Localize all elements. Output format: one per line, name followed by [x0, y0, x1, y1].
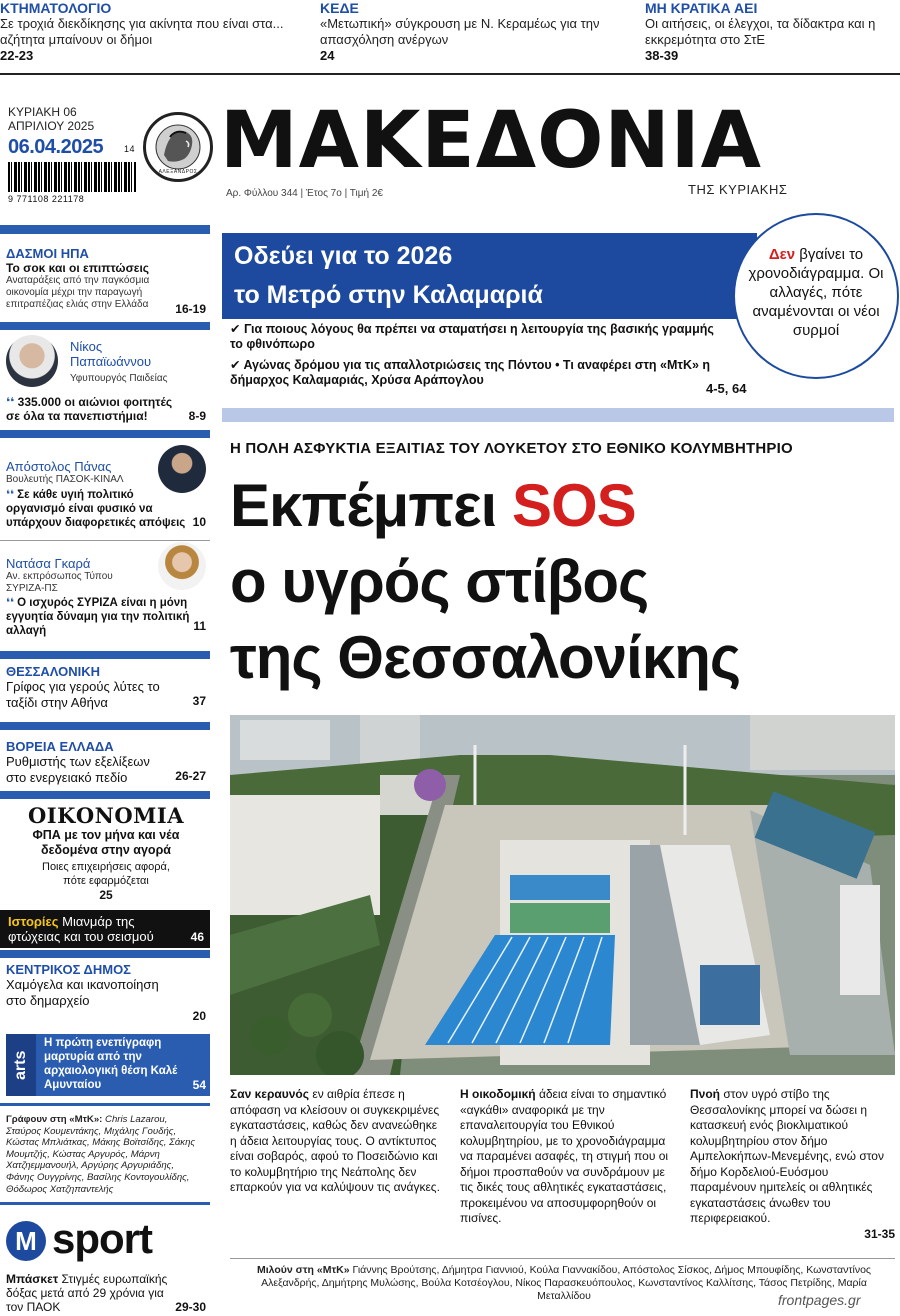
sidebar-item-voreia-ellada[interactable]	[6, 739, 206, 786]
column-lead: Η οικοδομική	[460, 1087, 536, 1101]
teaser-title: ΜΗ ΚΡΑΤΙΚΑ ΑΕΙ	[645, 0, 758, 16]
sidebar-item-istories[interactable]	[0, 910, 210, 948]
metro-callout-circle	[733, 213, 899, 379]
avatar	[158, 542, 206, 590]
teaser-text: «Μετωπική» σύγκρουση με Ν. Κεραμέως για την απασχόληση ανέργων	[320, 16, 600, 47]
metro-pages: 4-5, 64	[706, 381, 747, 396]
article-column-2	[460, 1087, 672, 1227]
sport-m-icon: M	[6, 1221, 46, 1261]
masthead-subtitle: ΤΗΣ ΚΥΡΙΑΚΗΣ	[688, 182, 788, 197]
divider	[0, 950, 210, 958]
writers-list: Chris Lazarou, Σταύρος Κουμεντάκης, Μιχάλης Γουδής, Κώστας Μπλιάτκας, Μάκης Βοϊτσίδης, Σάκης Μουμτζής, Κώστας Αργυρός, Μάρνη Χατζηεμμανουήλ, Αργύρης Αργυριάδης, Φάνης Ουγγρίνης, Βασίλης Κοντογουλίδης, Θόδωρος Χατζηπαντελής	[6, 1114, 196, 1195]
sidebar-pages: 46	[190, 930, 204, 944]
teaser-title: ΚΕΔΕ	[320, 0, 359, 16]
alexander-coin-logo	[143, 112, 213, 182]
sidebar-item-arts[interactable]	[6, 1034, 210, 1096]
article-column-3	[690, 1087, 895, 1242]
divider	[222, 408, 894, 422]
divider	[0, 225, 210, 234]
person-name: Νατάσα Γκαρά	[6, 556, 91, 571]
headline-part3: της Θεσσαλονίκης	[230, 624, 741, 691]
column-lead: Πνοή	[690, 1087, 720, 1101]
sport-logo[interactable]	[6, 1215, 210, 1265]
headline-part2: ο υγρός στίβος	[230, 548, 649, 615]
sidebar-pages: 54	[192, 1078, 206, 1092]
sidebar-pages: 26-27	[175, 769, 206, 783]
column-lead: Σαν κεραυνός	[230, 1087, 310, 1101]
sidebar-text: Μιανμάρ της φτώχειας και του σεισμού	[8, 914, 154, 944]
quote-body: 335.000 οι αιώνιοι φοιτητές σε όλα τα πανεπιστήμια!	[6, 395, 173, 423]
sidebar-heading: ΔΑΣΜΟΙ ΗΠΑ	[6, 246, 89, 261]
pool-aerial-photo	[230, 715, 895, 1075]
person-role: Υφυπουργός Παιδείας	[70, 373, 168, 384]
sidebar-pages: 16-19	[175, 302, 206, 316]
issue-date-numeric: 06.04.2025	[8, 136, 104, 158]
teaser-title: ΚΤΗΜΑΤΟΛΟΓΙΟ	[0, 0, 112, 16]
sidebar-subheading: Το σοκ και οι επιπτώσεις	[6, 261, 150, 275]
teaser-pages: 38-39	[645, 48, 679, 63]
sidebar-pages: 10	[192, 515, 206, 529]
metro-bullet: ✔ Αγώνας δρόμου για τις απαλλοτριώσεις της Πόντου • Τι αναφέρει στη «ΜτΚ» η δήμαρχος Καλαμαριάς, Χρύσα Αράπογλου	[230, 358, 711, 387]
sidebar-item-oikonomia[interactable]	[6, 803, 206, 902]
top-teaser-bar	[0, 0, 900, 76]
person-role: Αν. εκπρόσωπος Τύπου ΣΥΡΙΖΑ-ΠΣ	[6, 571, 113, 594]
writers-label: Γράφουν στη «ΜτΚ»:	[6, 1114, 103, 1125]
barcode-issue: 14	[124, 144, 136, 154]
sidebar-text: Χαμόγελα και ικανοποίηση στο δημαρχείο	[6, 977, 159, 1008]
sidebar-pages: 11	[193, 619, 206, 633]
teaser-text: Οι αιτήσεις, οι έλεγχοι, τα δίδακτρα και η εκκρεμότητα στο ΣτΕ	[645, 16, 876, 47]
quote-text	[6, 488, 186, 530]
sidebar-pages: 25	[99, 888, 113, 902]
column-text: στον υγρό στίβο της Θεσσαλονίκης μπορεί να δώσει η κατασκευή ενός βιοκλιματικού κολυμβητηρίου στον δήμο Αμπελοκήπων-Μενεμένης, ενώ στον δήμο Κορδελιού-Ευόσμου παραμένουν ημιτελείς οι αθλητικές εγκαταστάσεις άνωθεν του περιφερειακού.	[690, 1087, 884, 1225]
person-name: Νίκος Παπαϊωάννου	[70, 339, 152, 369]
avatar	[158, 445, 206, 493]
barcode-bars	[8, 162, 136, 192]
divider	[0, 322, 210, 330]
section-label: Μπάσκετ	[6, 1272, 59, 1286]
sidebar-item-kentrikos-dimos[interactable]	[6, 962, 206, 1023]
quote-mark-icon: ❛❛	[6, 489, 18, 501]
callout-red-text: Δεν	[768, 246, 796, 263]
sidebar-heading: ΒΟΡΕΙΑ ΕΛΛΑΔΑ	[6, 739, 114, 754]
teaser-ktimatologio[interactable]	[0, 0, 290, 64]
person-role: Βουλευτής ΠΑΣΟΚ-ΚΙΝΑΛ	[6, 474, 124, 485]
sidebar-pages: 8-9	[188, 409, 206, 423]
divider	[0, 73, 900, 75]
teaser-aei[interactable]	[645, 0, 895, 64]
divider	[0, 1103, 210, 1106]
divider	[0, 791, 210, 799]
speakers-names: Γιάννης Βρούτσης, Δήμητρα Γιαννιού, Κούλα Γιαννακίδου, Απόστολος Σίσκος, Δήμος Μπουφίδης, Κωνσταντίνος Αλεξανδρής, Δημήτρης Μυλώσης, Βούλα Κοτσέογλου, Νίκος Παρασκευόπουλος, Κωνσταντίνος Καλλίτσης, Τάσος Πετρίδης, Μαρία Μεταλλίδου	[261, 1264, 871, 1302]
sidebar-heading: ΟΙΚΟΝΟΜΙΑ	[27, 803, 184, 828]
column-pages: 31-35	[864, 1226, 895, 1241]
main-kicker: Η ΠΟΛΗ ΑΣΦΥΚΤΙΑ ΕΞΑΙΤΙΑΣ ΤΟΥ ΛΟΥΚΕΤΟΥ ΣΤΟ ΕΘΝΙΚΟ ΚΟΛΥΜΒΗΤΗΡΙΟ	[230, 440, 793, 457]
main-headline[interactable]	[230, 468, 895, 696]
metro-title	[222, 233, 757, 319]
headline-part1: Εκπέμπει	[230, 472, 497, 539]
article-column-1	[230, 1087, 442, 1196]
sidebar-text: Ρυθμιστής των εξελίξεων στο ενεργειακό πεδίο	[6, 754, 150, 785]
metro-title-line2: το Μετρό στην Καλαμαριά	[234, 281, 543, 309]
masthead-meta: Αρ. Φύλλου 344 | Έτος 7ο | Τιμή 2€	[226, 188, 383, 199]
sidebar-text: Ποιες επιχειρήσεις αφορά, πότε εφαρμόζεται	[42, 861, 170, 887]
sidebar-heading: ΘΕΣΣΑΛΟΝΙΚΗ	[6, 664, 100, 679]
quote-text	[6, 395, 181, 423]
metro-bullets	[230, 322, 720, 394]
teaser-pages: 22-23	[0, 48, 34, 63]
issue-day: ΚΥΡΙΑΚΗ 06	[8, 105, 77, 119]
sport-wordmark: sport	[52, 1215, 152, 1262]
issue-month: ΑΠΡΙΛΙΟΥ 2025	[8, 119, 95, 133]
sidebar-pages: 20	[192, 1009, 206, 1023]
arts-label: arts	[6, 1034, 36, 1096]
sidebar-subheading: ΦΠΑ με τον μήνα και νέα δεδομένα στην αγορά	[32, 828, 180, 857]
left-sidebar	[0, 225, 210, 234]
sidebar-heading: ΚΕΝΤΡΙΚΟΣ ΔΗΜΟΣ	[6, 962, 131, 977]
masthead-title[interactable]: ΜΑΚΕΔΟΝΙΑ	[220, 96, 763, 186]
divider	[0, 430, 210, 438]
divider	[0, 651, 210, 659]
sidebar-text: Αναταράξεις από την παγκόσμια οικονομία μέχρι την παραγωγή επιτραπέζιας ελιάς στην Ελλάδα	[6, 275, 150, 310]
person-name: Απόστολος Πάνας	[6, 459, 112, 474]
divider	[230, 1258, 895, 1259]
sidebar-pages: 37	[192, 694, 206, 708]
sidebar-pages: 29-30	[175, 1300, 206, 1314]
sidebar-text: Η πρώτη ενεπίγραφη μαρτυρία από την αρχαιολογική θέση Καλέ Αμυνταίου	[44, 1037, 178, 1091]
sidebar-item-dasmoi[interactable]	[6, 246, 206, 316]
avatar	[6, 335, 58, 387]
teaser-text: Σε τροχιά διεκδίκησης για ακίνητα που είναι στα... αζήτητα μπαίνουν οι δήμοι	[0, 16, 284, 47]
quote-text	[6, 596, 191, 638]
source-credit: frontpages.gr	[778, 1292, 861, 1308]
metro-bullet: ✔ Για ποιους λόγους θα πρέπει να σταματήσει η λειτουργία της βασικής γραμμής το φθινόπωρο	[230, 322, 714, 351]
speakers-label: Μιλούν στη «ΜτΚ»	[257, 1264, 350, 1276]
teaser-kede[interactable]	[320, 0, 610, 64]
section-label: Ιστορίες	[8, 914, 59, 929]
column-text: άδεια είναι το σημαντικό «αγκάθι» αναφορικά με την επαναλειτουργία του Εθνικού κολυμβητηρίου, με το χρονοδιάγραμμα να παραμένει ασαφές, τη στιγμή που οι δήμοι προσπαθούν να συνδράμουν με τις δικές τους αθλητικές εγκαταστάσεις, προκειμένου να αποσυμφορηθούν οι πισίνες.	[460, 1087, 669, 1225]
teaser-pages: 24	[320, 48, 335, 63]
divider	[0, 1202, 210, 1205]
quote-mark-icon: ❛❛	[6, 597, 18, 609]
sidebar-text: Γρίφος για γερούς λύτες το ταξίδι στην Αθήνα	[6, 679, 160, 710]
metro-headline-box[interactable]	[222, 233, 757, 319]
headline-sos: SOS	[511, 472, 636, 539]
sidebar-item-thessaloniki[interactable]	[6, 664, 206, 711]
barcode-number: 9 771108 221178	[8, 194, 85, 204]
quote-body: Ο ισχυρός ΣΥΡΙΖΑ είναι η μόνη εγγυητία δύναμη για την πολιτική αλλαγή	[6, 597, 190, 637]
callout-text: βγαίνει το χρονοδιάγραμμα. Οι αλλαγές, πότε αναμένονται οι νέοι συρμοί	[748, 246, 884, 339]
quote-body: Σε κάθε υγιή πολιτικό οργανισμό είναι φυσικό να υπάρχουν διαφορετικές απόψεις	[6, 489, 186, 529]
sidebar-item-basket[interactable]	[6, 1272, 206, 1314]
quote-mark-icon: ❛❛	[6, 395, 18, 409]
column-text: εν αιθρία έπεσε η απόφαση να κλείσουν οι συγκεκριμένες εγκαταστάσεις, καθώς δεν ανανεώθηκε η άδεια λειτουργίας τους. Ο αντίκτυπος είναι σοβαρός, αφού το Ποσειδώνιο και το κολυμβητήριο της Νεάπολης δεν επαρκούν για να καλύψουν τις ανάγκες.	[230, 1087, 440, 1194]
coin-text: ΑΛΕΞΑΝΔΡΟΣ	[158, 169, 198, 175]
divider	[0, 722, 210, 730]
sidebar-writers	[6, 1114, 201, 1195]
metro-title-line1: Οδεύει για το 2026	[234, 242, 453, 270]
sidebar-text: Στιγμές ευρωπαϊκής δόξας μετά από 29 χρόνια για τον ΠΑΟΚ	[6, 1272, 168, 1314]
divider	[0, 540, 210, 541]
issue-date	[8, 105, 138, 159]
